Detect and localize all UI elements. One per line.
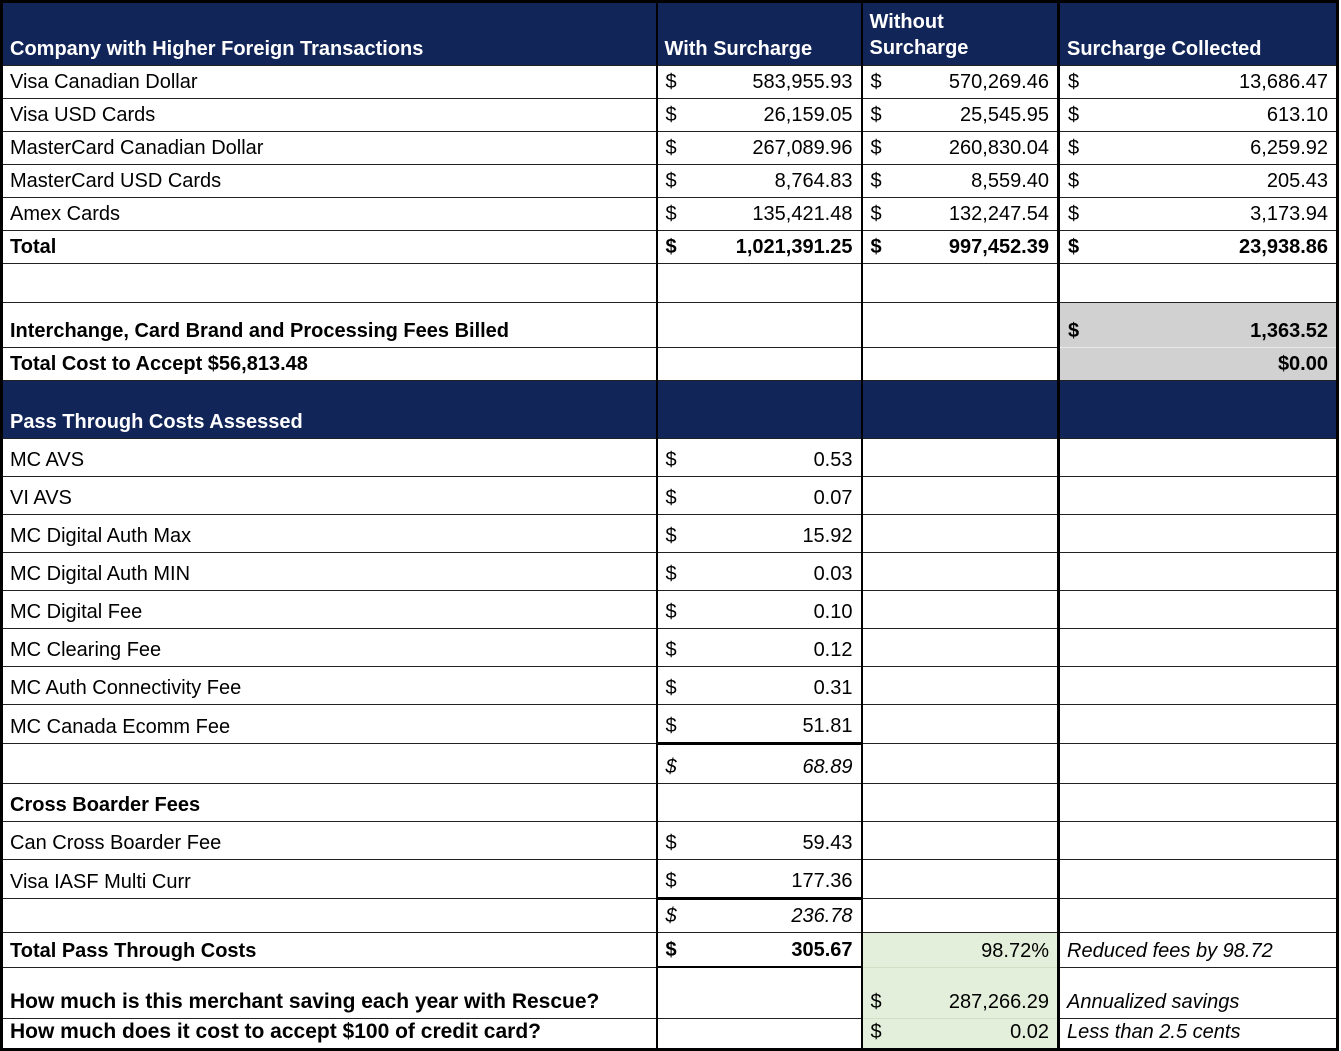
currency-symbol: $ [665,715,677,737]
currency-symbol: $ [1068,203,1080,225]
amount-cell [862,198,1059,231]
empty-cell [862,264,1059,303]
empty-cell [1059,822,1338,860]
empty-cell [1059,439,1338,477]
accounting-format [658,870,861,893]
empty-cell [862,629,1059,667]
amount-cell [1059,132,1338,165]
col-header-company: Company with Higher Foreign Transactions [2,2,657,66]
accounting-format [658,170,861,193]
savings-question: How much is this merchant saving each year with Rescue? [2,967,657,1019]
row-label: VI AVS [2,477,657,515]
currency-symbol: $ [870,137,882,159]
savings-note: Annualized savings [1059,967,1338,1019]
currency-symbol: $ [665,170,677,192]
currency-symbol: $ [665,939,677,961]
subtotal-cell [657,899,862,933]
table-row-pass-through-subtotal [2,744,1338,784]
accounting-format [1060,236,1336,259]
row-label: MC Clearing Fee [2,629,657,667]
currency-symbol: $ [1068,71,1080,93]
total-pass-through-label: Total Pass Through Costs [2,933,657,968]
currency-symbol: $ [665,905,677,927]
accounting-format [863,104,1058,127]
currency-symbol: $ [870,1021,882,1043]
row-label: MC Digital Auth MIN [2,553,657,591]
row-label: MC Auth Connectivity Fee [2,667,657,705]
empty-cell [2,899,657,933]
empty-cell [1059,629,1338,667]
amount-value: 287,266.29 [948,991,1049,1013]
empty-cell [862,381,1059,439]
row-label: MC Digital Fee [2,591,657,629]
accounting-format [658,487,861,510]
amount-cell [657,165,862,198]
row-label: MasterCard Canadian Dollar [2,132,657,165]
amount-cell [657,132,862,165]
empty-cell [1059,591,1338,629]
accounting-format [1060,137,1336,160]
total-label: Total [2,231,657,264]
amount-cell [657,591,862,629]
accounting-format [658,203,861,226]
table-row-mc-cad [2,132,1338,165]
row-label: MC AVS [2,439,657,477]
empty-cell [862,860,1059,899]
accounting-format [658,71,861,94]
empty-cell [1059,515,1338,553]
empty-cell [862,705,1059,744]
amount-value: 205.43 [1266,170,1328,192]
currency-symbol: $ [665,449,677,471]
empty-cell [657,1019,862,1050]
accounting-format [658,236,861,259]
row-label: Can Cross Boarder Fee [2,822,657,860]
accounting-format [658,525,861,548]
amount-value: 25,545.95 [960,104,1049,126]
accounting-format [658,639,861,662]
accounting-format [863,1021,1058,1044]
currency-symbol: $ [1068,236,1080,258]
table-row-fee [2,822,1338,860]
subtotal-cell [657,744,862,784]
amount-cell [657,822,862,860]
amount-cell [862,165,1059,198]
amount-cell [657,99,862,132]
amount-cell [657,477,862,515]
currency-symbol: $ [665,870,677,892]
table-row-fee [2,591,1338,629]
amount-cell [657,705,862,744]
amount-value: 260,830.04 [948,137,1049,159]
table-row-visa-cad [2,66,1338,99]
table-row-fee [2,860,1338,899]
accounting-format [1060,320,1336,343]
empty-cell [1059,381,1338,439]
accounting-format [863,170,1058,193]
empty-cell [657,967,862,1019]
col-header-surcharge-collected: Surcharge Collected [1059,2,1338,66]
accounting-format [863,203,1058,226]
accounting-format [1060,203,1336,226]
currency-symbol: $ [665,756,677,778]
amount-cell [862,99,1059,132]
currency-symbol: $ [665,203,677,225]
empty-cell [862,899,1059,933]
accounting-format [1060,104,1336,127]
empty-cell [657,784,862,822]
currency-symbol: $ [665,832,677,854]
table-row-fee [2,515,1338,553]
amount-value: 3,173.94 [1250,203,1328,225]
amount-cell [1059,165,1338,198]
accounting-format [863,137,1058,160]
table-row-fee [2,667,1338,705]
amount-value: 613.10 [1266,104,1328,126]
amount-cell [1059,231,1338,264]
amount-value: 135,421.48 [752,203,853,225]
row-label: Amex Cards [2,198,657,231]
amount-cell [657,439,862,477]
accounting-format [658,449,861,472]
empty-cell [1059,899,1338,933]
currency-symbol: $ [665,104,677,126]
amount-value: 0.10 [813,601,853,623]
accounting-format [863,236,1058,259]
table-row-fee [2,477,1338,515]
accounting-format [658,601,861,624]
empty-cell [2,264,657,303]
amount-cell [1059,99,1338,132]
currency-symbol: $ [665,137,677,159]
currency-symbol: $ [870,104,882,126]
empty-cell [657,348,862,381]
empty-cell [1059,477,1338,515]
currency-symbol: $ [1068,137,1080,159]
amount-value: 8,764.83 [774,170,853,192]
empty-cell [1059,784,1338,822]
currency-symbol: $ [665,525,677,547]
row-label: MC Canada Ecomm Fee [2,705,657,744]
amount-cell [657,629,862,667]
empty-cell [1059,667,1338,705]
row-label: Visa USD Cards [2,99,657,132]
amount-cell [657,553,862,591]
empty-cell [862,784,1059,822]
accounting-format [658,677,861,700]
amount-value: 51.81 [802,715,853,737]
currency-symbol: $ [870,71,882,93]
table-row-fee [2,553,1338,591]
fees-billed-label: Interchange, Card Brand and Processing Fees Billed [2,303,657,348]
amount-cell [657,860,862,899]
reduction-note: Reduced fees by 98.72 [1059,933,1338,968]
empty-cell [862,439,1059,477]
amount-value: 132,247.54 [948,203,1049,225]
total-cost-label: Total Cost to Accept $56,813.48 [2,348,657,381]
currency-symbol: $ [870,991,882,1013]
currency-symbol: $ [665,639,677,661]
empty-cell [862,515,1059,553]
amount-value: 26,159.05 [763,104,853,126]
reduction-percent: 98.72% [862,933,1059,968]
table-row-mc-usd [2,165,1338,198]
empty-cell [862,303,1059,348]
accounting-format [658,905,861,928]
row-label: MC Digital Auth Max [2,515,657,553]
amount-cell [657,667,862,705]
amount-value: 177.36 [791,870,853,892]
amount-value: 305.67 [791,939,853,961]
table-row-cost-per-100 [2,1019,1338,1050]
table-row-fee [2,629,1338,667]
table-row-amex [2,198,1338,231]
empty-cell [862,553,1059,591]
header-row [2,2,1338,66]
accounting-format [658,715,861,738]
cost-note: Less than 2.5 cents [1059,1019,1338,1050]
savings-amount-cell [862,967,1059,1019]
amount-value: 0.03 [813,563,853,585]
empty-cell [862,591,1059,629]
cost-question: How much does it cost to accept $100 of credit card? [2,1019,657,1050]
amount-cell [657,66,862,99]
table-row-fee [2,705,1338,744]
amount-value: 23,938.86 [1239,236,1328,258]
empty-cell [862,822,1059,860]
amount-value: 570,269.46 [948,71,1049,93]
currency-symbol: $ [870,203,882,225]
col-header-with-surcharge: With Surcharge [657,2,862,66]
amount-value: 0.02 [1010,1021,1049,1043]
amount-value: 68.89 [802,756,853,778]
currency-symbol: $ [870,170,882,192]
empty-cell [657,381,862,439]
amount-value: 6,259.92 [1250,137,1328,159]
row-label: Visa IASF Multi Curr [2,860,657,899]
table-row-visa-usd [2,99,1338,132]
total-cost-amount: $0.00 [1059,348,1338,381]
table-row-total-pass-through [2,933,1338,968]
table-row-fees-billed [2,303,1338,348]
table-row-cross-border-subtotal [2,899,1338,933]
empty-cell [1059,705,1338,744]
currency-symbol: $ [665,236,677,258]
currency-symbol: $ [665,601,677,623]
amount-value: 267,089.96 [752,137,853,159]
accounting-format [658,939,861,962]
table-row-total [2,231,1338,264]
accounting-format [658,563,861,586]
empty-cell [862,348,1059,381]
empty-cell [1059,860,1338,899]
table-row-fee [2,439,1338,477]
amount-value: 583,955.93 [752,71,853,93]
accounting-format [658,137,861,160]
currency-symbol: $ [1068,170,1080,192]
row-label: MasterCard USD Cards [2,165,657,198]
amount-cell [657,515,862,553]
currency-symbol: $ [1068,320,1080,342]
accounting-format [658,104,861,127]
col-header-without-surcharge-text: Without Surcharge [869,11,969,59]
amount-value: 59.43 [802,832,853,854]
empty-cell [862,667,1059,705]
table-row-total-cost [2,348,1338,381]
accounting-format [1060,71,1336,94]
accounting-format [658,832,861,855]
currency-symbol: $ [665,677,677,699]
amount-cell [657,198,862,231]
amount-value: 997,452.39 [948,236,1049,258]
amount-value: 15.92 [802,525,853,547]
section-title: Pass Through Costs Assessed [2,381,657,439]
row-label: Visa Canadian Dollar [2,66,657,99]
section-header-cross-border [2,784,1338,822]
amount-value: 1,021,391.25 [735,236,853,258]
amount-cell [657,231,862,264]
amount-value: 236.78 [791,905,853,927]
empty-cell [657,303,862,348]
currency-symbol: $ [665,563,677,585]
amount-cell [862,231,1059,264]
empty-cell [1059,264,1338,303]
accounting-format [863,991,1058,1014]
empty-cell [657,264,862,303]
amount-cell [657,933,862,968]
currency-symbol: $ [665,71,677,93]
cost-amount-cell [862,1019,1059,1050]
empty-cell [2,744,657,784]
accounting-format [863,71,1058,94]
currency-symbol: $ [870,236,882,258]
spacer-row [2,264,1338,303]
accounting-format [658,756,861,779]
empty-cell [862,477,1059,515]
col-header-without-surcharge [862,2,1059,66]
fees-billed-amount-cell [1059,303,1338,348]
accounting-format [1060,170,1336,193]
empty-cell [1059,553,1338,591]
currency-symbol: $ [1068,104,1080,126]
amount-value: 8,559.40 [971,170,1049,192]
currency-symbol: $ [665,487,677,509]
amount-cell [862,66,1059,99]
section-header-pass-through [2,381,1338,439]
amount-cell [1059,66,1338,99]
amount-value: 1,363.52 [1250,320,1328,342]
amount-value: 0.31 [813,677,853,699]
amount-value: 0.53 [813,449,853,471]
empty-cell [1059,744,1338,784]
amount-value: 0.12 [813,639,853,661]
empty-cell [862,744,1059,784]
amount-cell [862,132,1059,165]
table-row-annual-savings [2,967,1338,1019]
amount-value: 0.07 [813,487,853,509]
section-title: Cross Boarder Fees [2,784,657,822]
amount-value: 13,686.47 [1239,71,1328,93]
amount-cell [1059,198,1338,231]
